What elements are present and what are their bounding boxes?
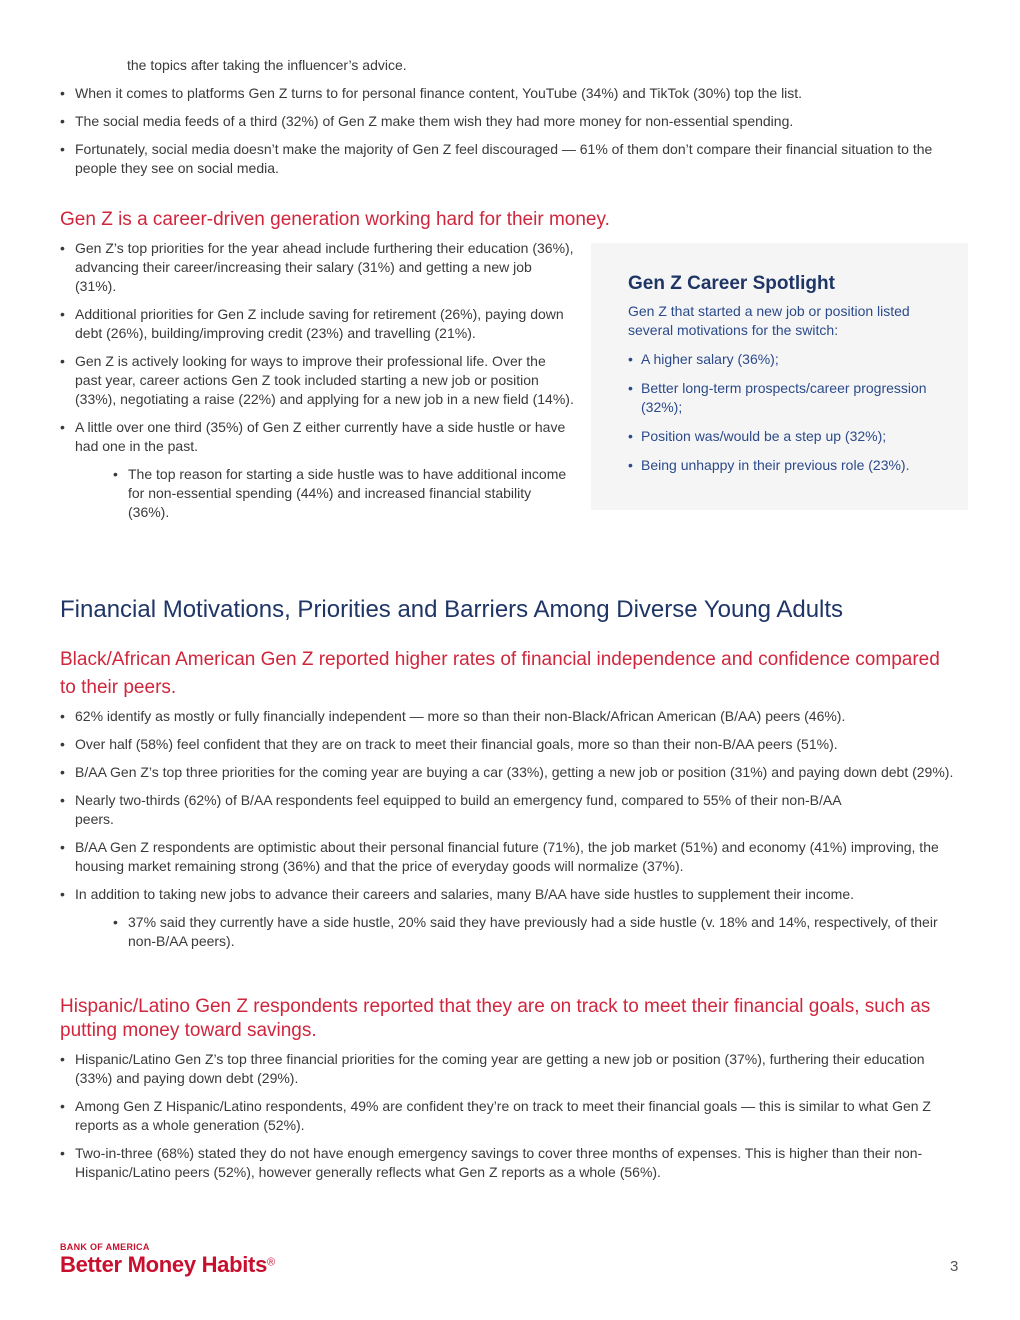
logo-brand-name: Better Money Habits	[60, 1252, 268, 1277]
list-item: • A higher salary (36%);	[628, 350, 946, 369]
list-item: • Over half (58%) feel confident that they are on track to meet their financial goals, more so than their non-B/AA peers (51%).	[60, 735, 965, 754]
list-item: • B/AA Gen Z’s top three priorities for the coming year are buying a car (33%), getting a new job or position (31%) and paying down debt (29%).	[60, 763, 965, 782]
list-item: • Nearly two-thirds (62%) of B/AA respondents feel equipped to build an emergency fund, compared to 55% of their non-B/AA peers.	[60, 791, 965, 829]
baa-heading: Black/African American Gen Z reported higher rates of financial independence and confidence compared to their peers.	[60, 649, 940, 698]
sub-list-item: • The top reason for starting a side hustle was to have additional income for non-essential spending (44%) and increased financial stability (36%).	[113, 465, 575, 522]
hispanic-heading: Hispanic/Latino Gen Z respondents reported that they are on track to meet their financial goals, such as putting money toward savings.	[60, 996, 931, 1041]
sub-list-item: • 37% said they currently have a side hustle, 20% said they have previously had a side hustle (v. 18% and 14%, respectively, of their non-B/AA peers).	[113, 913, 965, 951]
career-spotlight-box	[591, 243, 968, 510]
logo-bank-name: BANK OF AMERICA	[60, 1242, 150, 1252]
career-bullet-list	[60, 239, 575, 522]
list-item: • B/AA Gen Z respondents are optimistic about their personal financial future (71%), the job market (51%) and economy (41%) improving, the housing market remaining strong (36%) and that the price of everyday goods will normalize (37%).	[60, 838, 965, 876]
list-item: • Fortunately, social media doesn’t make the majority of Gen Z feel discouraged — 61% of them don’t compare their financial situation to the people they see on social media.	[60, 140, 960, 178]
list-item: • Gen Z’s top priorities for the year ahead include furthering their education (36%), advancing their career/increasing their salary (31%) and getting a new job (31%).	[60, 239, 575, 296]
spotlight-intro: Gen Z that started a new job or position listed several motivations for the switch:	[628, 303, 910, 338]
list-item: • Gen Z is actively looking for ways to improve their professional life. Over the past year, career actions Gen Z took included starting a new job or position (33%), negotiating a raise (22%) and applying for a new job in a new field (14%).	[60, 352, 575, 409]
list-item: • Position was/would be a step up (32%);	[628, 427, 946, 446]
list-item	[60, 885, 965, 951]
list-item: • The social media feeds of a third (32%) of Gen Z make them wish they had more money for non-essential spending.	[60, 112, 960, 131]
list-item-text: A little over one third (35%) of Gen Z either currently have a side hustle or have had one in the past.	[75, 419, 566, 454]
career-sub-list	[75, 465, 575, 522]
hispanic-bullet-list	[60, 1050, 965, 1182]
list-item: • When it comes to platforms Gen Z turns to for personal finance content, YouTube (34%) and TikTok (30%) top the list.	[60, 84, 960, 103]
page-number: 3	[950, 1258, 959, 1275]
section-title: Financial Motivations, Priorities and Barriers Among Diverse Young Adults	[60, 596, 844, 623]
list-item: • Additional priorities for Gen Z include saving for retirement (26%), paying down debt (26%), building/improving credit (23%) and travelling (21%).	[60, 305, 575, 343]
intro-continuation-text: the topics after taking the influencer’s advice.	[127, 57, 407, 73]
registered-mark: ®	[267, 1256, 276, 1269]
list-item: • Better long-term prospects/career progression (32%);	[628, 379, 946, 417]
list-item: • Two-in-three (68%) stated they do not have enough emergency savings to cover three months of expenses. This is higher than their non-Hispanic/Latino peers (52%), however generally reflects what Gen Z reports as a whole (56%).	[60, 1144, 965, 1182]
spotlight-title: Gen Z Career Spotlight	[628, 273, 835, 294]
spotlight-list	[628, 350, 946, 475]
list-item: • Among Gen Z Hispanic/Latino respondents, 49% are confident they’re on track to meet their financial goals — this is similar to what Gen Z reports as a whole generation (52%).	[60, 1097, 965, 1135]
hispanic-section	[60, 1050, 965, 1191]
list-item: • 62% identify as mostly or fully financially independent — more so than their non-Black/African American (B/AA) peers (46%).	[60, 707, 965, 726]
baa-sub-list	[75, 913, 965, 951]
career-heading: Gen Z is a career-driven generation working hard for their money.	[60, 209, 610, 230]
list-item-text: In addition to taking new jobs to advance their careers and salaries, many B/AA have side hustles to supplement their income.	[75, 886, 854, 902]
baa-section	[60, 707, 965, 960]
baa-bullet-list	[60, 707, 965, 951]
list-item	[60, 418, 575, 522]
list-item: • Hispanic/Latino Gen Z’s top three financial priorities for the coming year are getting a new job or position (37%), furthering their education (33%) and paying down debt (29%).	[60, 1050, 965, 1088]
intro-section	[60, 56, 960, 187]
intro-bullet-list	[60, 84, 960, 178]
career-section	[60, 239, 575, 531]
list-item: • Being unhappy in their previous role (23%).	[628, 456, 946, 475]
footer-logo	[60, 1242, 275, 1278]
